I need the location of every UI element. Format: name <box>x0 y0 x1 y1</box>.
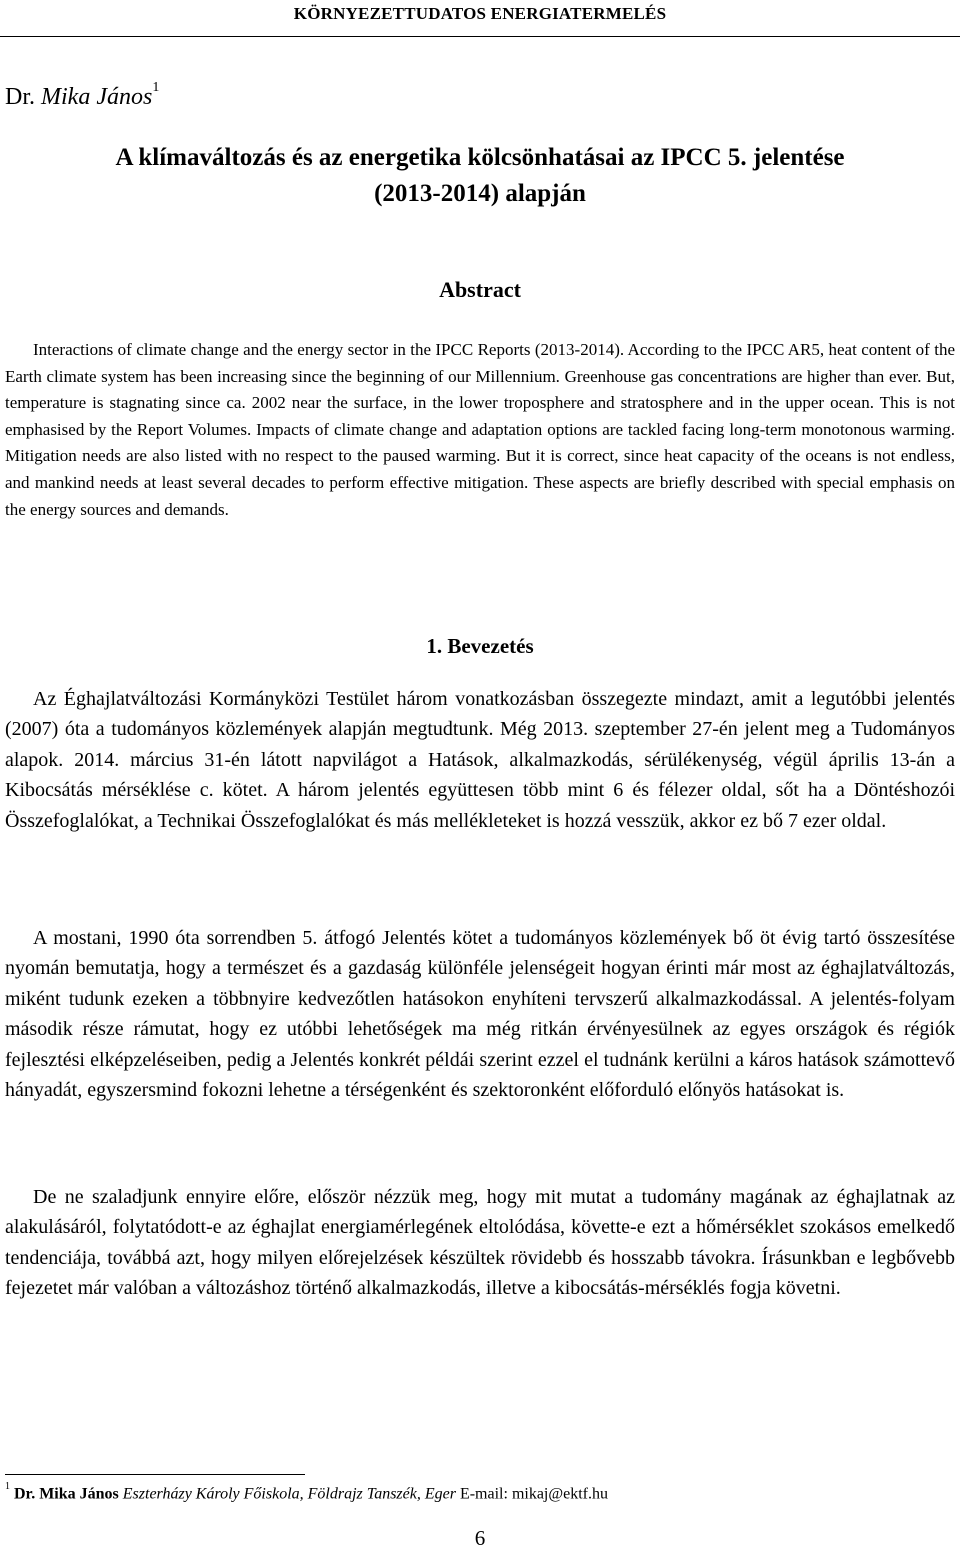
section-heading: 1. Bevezetés <box>426 634 534 658</box>
running-header: KÖRNYEZETTUDATOS ENERGIATERMELÉS <box>293 4 667 23</box>
footnote-mark: 1 <box>5 1481 10 1492</box>
article-title-line-1: A klímaváltozás és az energetika kölcsönhatásai az IPCC 5. jelentése <box>115 144 845 171</box>
author-line <box>5 80 160 111</box>
article-title <box>0 140 960 212</box>
paragraph-2: A mostani, 1990 óta sorrendben 5. átfogó Jelentés kötet a tudományos közlemények bő öt évig tartó összesítése nyomán bemutatja, hogy a természet és a gazdaság különféle jelenségeit hogyan érinti már most az éghajlatváltozás, miként tudunk ezeken a többnyire kedvezőtlen hatásokon enyhíteni tervszerű alkalmazkodással. A jelentés-folyam második része rámutat, hogy ez utóbbi lehetőségek ma még ritkán érvényesülnek az egyes országok és régiók fejlesztési elképzeléseiben, pedig a Jelentés konkrét példái szerint ezzel el tudnánk kerülni a káros hatások számottevő hányadát, egyszersmind fokozni lehetne a térségenként és szektoronként előforduló előnyös hatásokat is. <box>5 927 955 1102</box>
footnote-rule <box>5 1474 305 1475</box>
page-number: 6 <box>474 1526 486 1550</box>
footnote-email: E-mail: mikaj@ektf.hu <box>459 1485 608 1503</box>
abstract-heading: Abstract <box>439 277 521 302</box>
article-title-line-2: (2013-2014) alapján <box>374 180 586 207</box>
paragraph-1: Az Éghajlatváltozási Kormányközi Testület három vonatkozásban összegezte mindazt, amit a legutóbbi jelentés (2007) óta a tudományos közlemények alapján megtudtunk. Még 2013. szeptember 27-én jelent meg a Tudományos alapok. 2014. március 31-én látott napvilágot a Hatások, alkalmazkodás, sérülékenység, végül április 13-án a Kibocsátás mérséklése c. kötet. A három jelentés együttesen több mint 6 és félezer oldal, sőt ha a Döntéshozói Összefoglalókat, a Technikai Összefoglalókat és más mellékleteket is hozzá vesszük, akkor ez bő 7 ezer oldal. <box>5 688 955 832</box>
paragraph-3: De ne szaladjunk ennyire előre, először nézzük meg, hogy mit mutat a tudomány magának az éghajlatnak az alakulásáról, folytatódott-e az éghajlat energiamérlegének eltolódása, követte-e ezt a hőmérséklet szokásos emelkedő tendenciája, továbbá azt, hogy milyen előrejelzések készültek rövidebb és hosszabb távokra. Írásunkban e legbővebb fejezetet már valóban a változáshoz történő alkalmazkodás, illetve a kibocsátás-mérséklés fogja követni. <box>5 1186 955 1300</box>
author-prefix: Dr. <box>5 84 35 110</box>
footnote-affiliation: Eszterházy Károly Főiskola, Földrajz Tanszék, Eger <box>122 1485 456 1503</box>
footnote <box>5 1481 955 1503</box>
author-name: Mika János <box>41 84 153 110</box>
author-footnote-mark: 1 <box>152 80 160 95</box>
abstract-text: Interactions of climate change and the energy sector in the IPCC Reports (2013-2014). According to the IPCC AR5, heat content of the Earth climate system has been increasing since the beginning of our Millennium. Greenhouse gas concentrations are higher than ever. But, temperature is stagnating since ca. 2002 near the surface, in the lower troposphere and stratosphere and in the upper ocean. This is not emphasised by the Report Volumes. Impacts of climate change and adaptation options are tackled facing long-term monotonous warming. Mitigation needs are also listed with no respect to the paused warming. But it is correct, since heat capacity of the oceans is not endless, and mankind needs at least several decades to perform effective mitigation. These aspects are briefly described with special emphasis on the energy sources and demands. <box>5 340 955 519</box>
header-rule <box>0 36 960 37</box>
footnote-author: Dr. Mika János <box>14 1485 119 1503</box>
